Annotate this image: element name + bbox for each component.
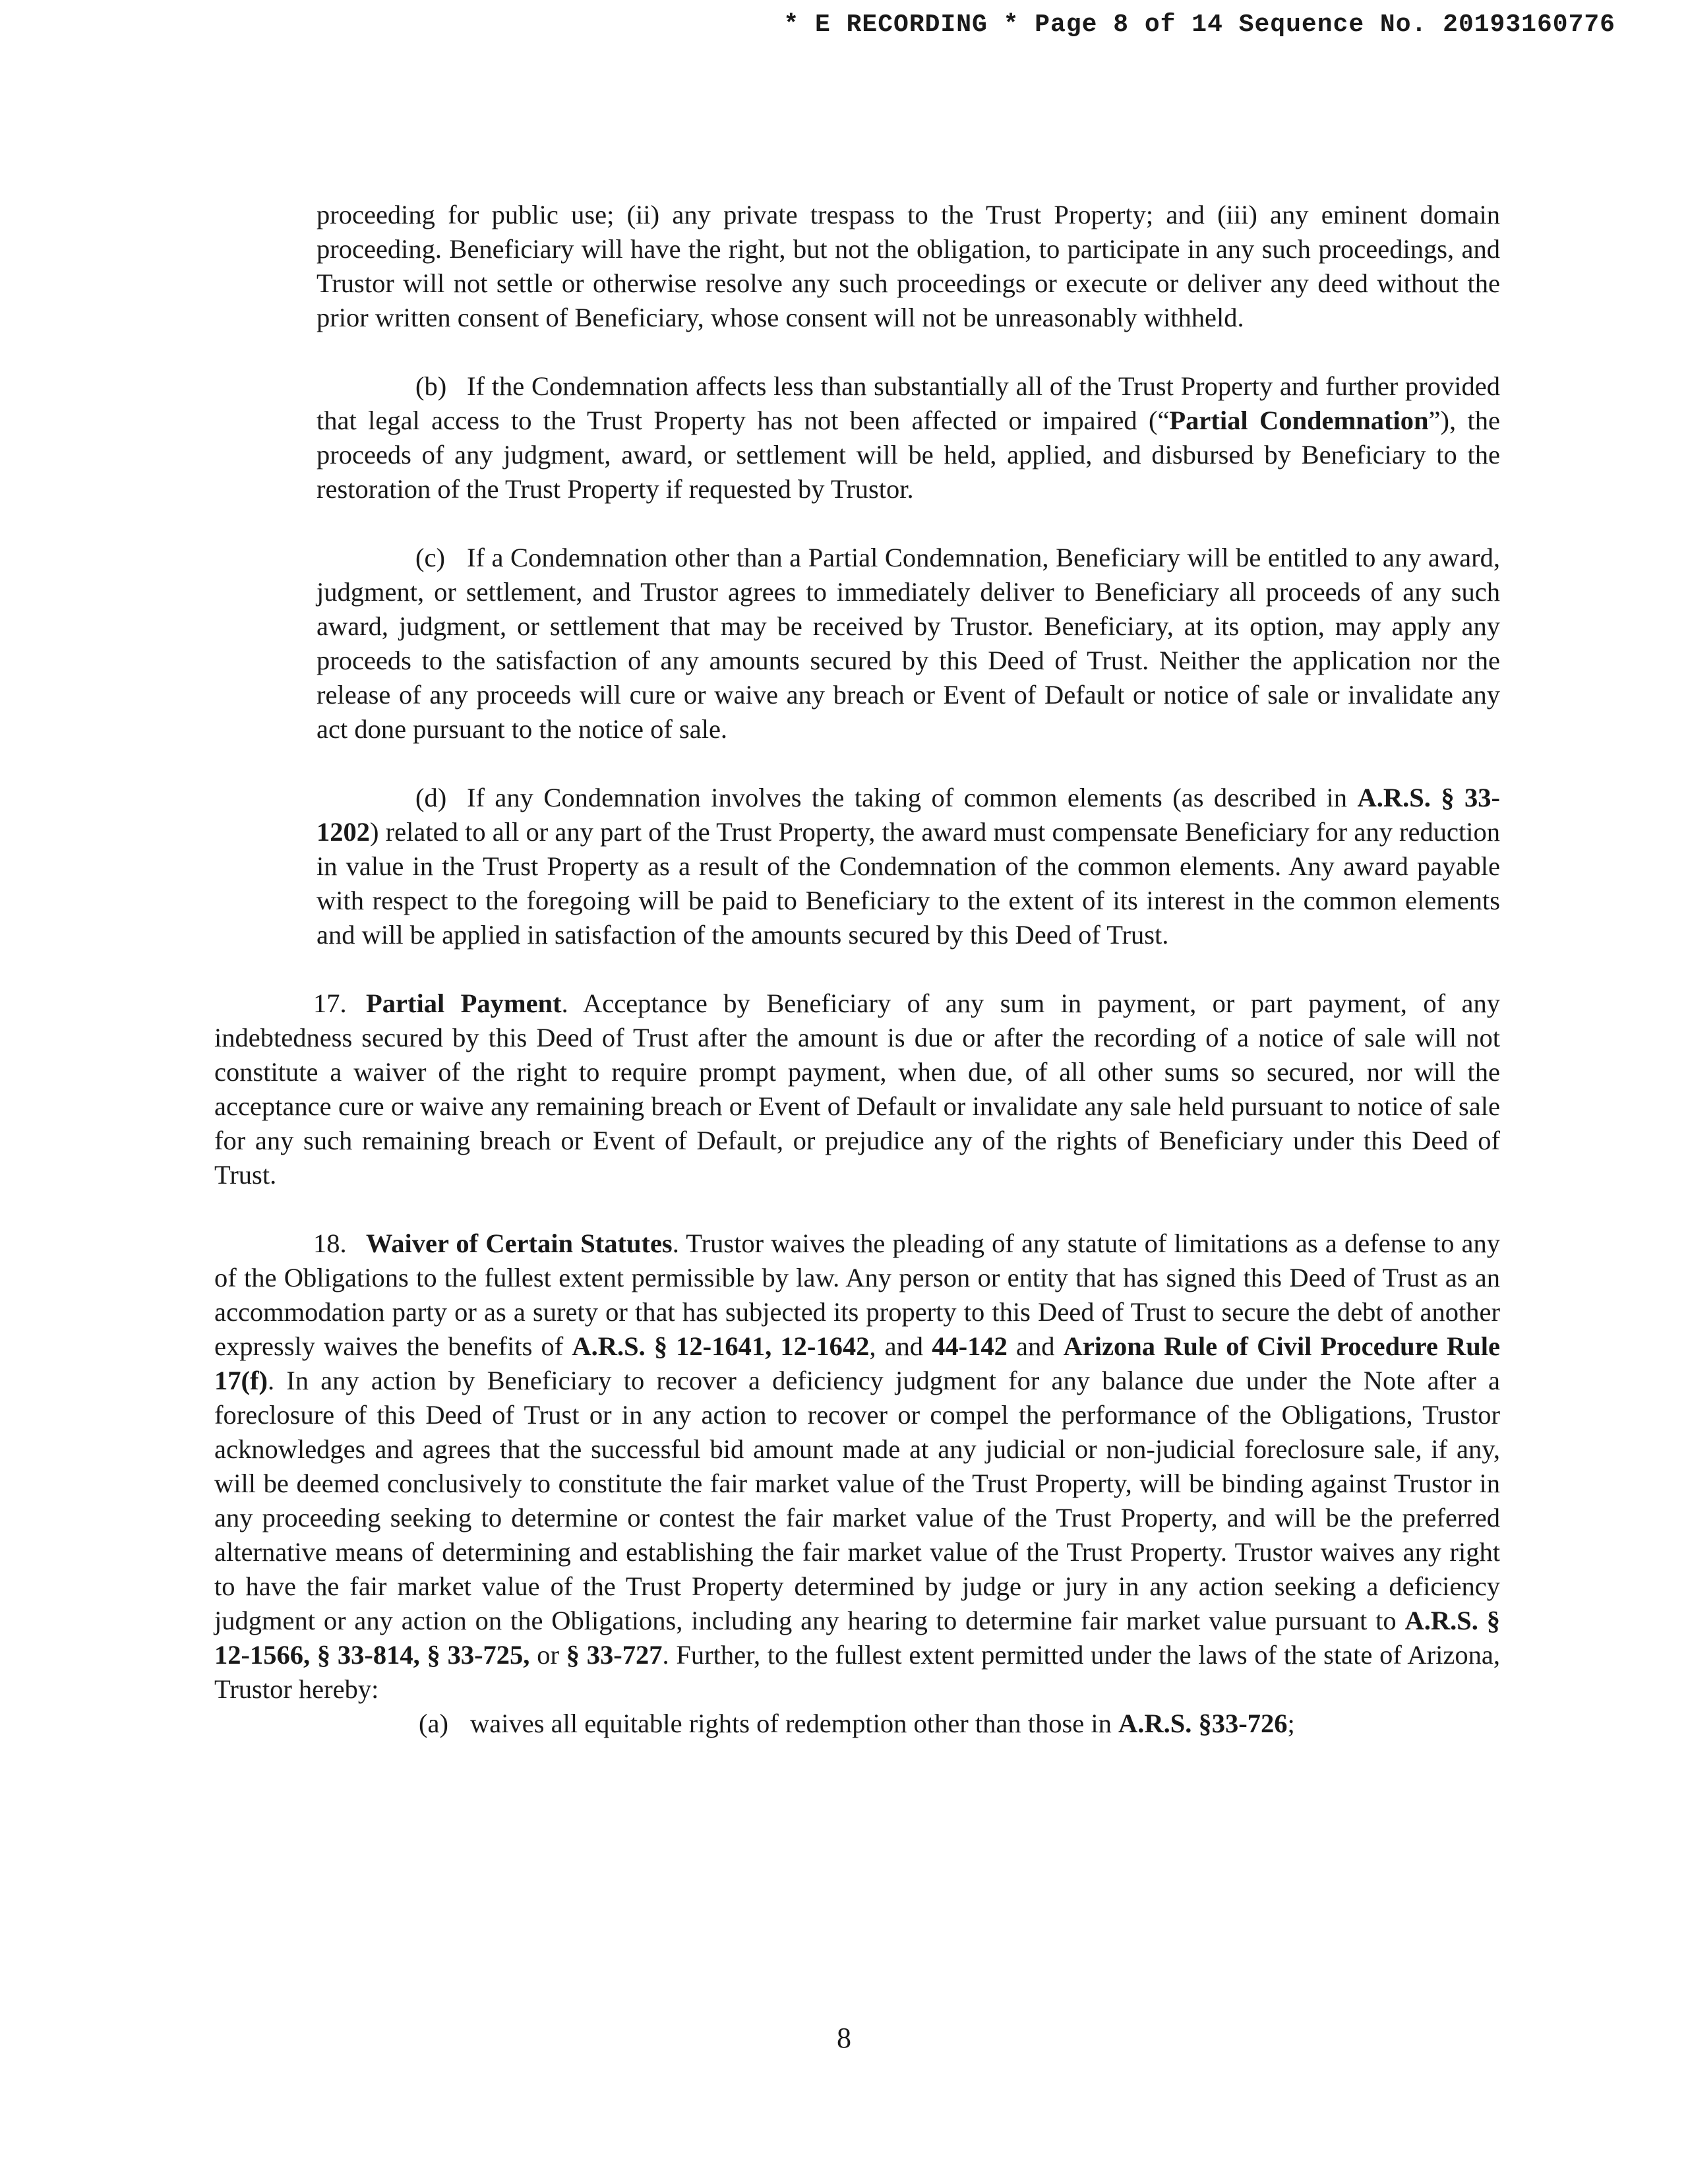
item-a-text-1: waives all equitable rights of redemption other than those in — [470, 1709, 1118, 1738]
section-17-heading: Partial Payment — [366, 988, 562, 1018]
section-18-text-2: , and — [869, 1331, 932, 1361]
section-18-text-4: . In any action by Beneficiary to recover a deficiency judgment for any balance due under the Note after a foreclosure of this Deed of Trust or in any action to recover or compel the performance of the Obligations, Trustor acknowledges and agrees that the successful bid amount made at any judicial or non-judicial foreclosure sale, if any, will be deemed conclusively to constitute the fair market value of the Trust Property, will be binding against Trustor in any proceeding seeking to determine or contest the fair market value of the Trust Property, and will be the preferred alternative means of determining and establishing the fair market value of the Trust Property. Trustor waives any right to have the fair market value of the Trust Property determined by judge or jury in any action seeking a deficiency judgment or any action on the Obligations, including any hearing to determine fair market value pursuant to — [214, 1366, 1500, 1635]
section-18-number: 18. — [313, 1228, 347, 1258]
subsection-d-statute: A.R.S. § 33-1202 — [316, 783, 1500, 847]
section-18-item-a — [419, 1707, 1500, 1741]
subsection-d-text-2: ) related to all or any part of the Trust Property, the award must compensate Beneficiary for any reduction in value in the Trust Property as a result of the Condemnation of the common elements. Any award payable with respect to the foregoing will be paid to Beneficiary to the extent of its interest in the common elements and will be applied in satisfaction of the amounts secured by this Deed of Trust. — [316, 817, 1500, 950]
section-17 — [214, 986, 1500, 1192]
page-number: 8 — [837, 2022, 851, 2054]
subsection-b-text-2: ”), the proceeds of any judgment, award, or settlement will be held, applied, and disbursed by Beneficiary to the restoration of the Trust Property if requested by Trustor. — [316, 406, 1500, 504]
section-18-statute-3: A.R.S. § 12-1566, § 33-814, § 33-725, — [214, 1606, 1500, 1670]
section-18-text-1: . Trustor waives the pleading of any statute of limitations as a defense to any of the Obligations to the fullest extent permissible by law. Any person or entity that has signed this Deed of Trust as an accommodation party or as a surety or that has subjected its property to this Deed of Trust to secure the debt of another expressly waives the benefits of — [214, 1228, 1500, 1361]
item-a-text-2: ; — [1287, 1709, 1295, 1738]
continuation-paragraph: proceeding for public use; (ii) any private trespass to the Trust Property; and (iii) any eminent domain proceeding. Beneficiary will have the right, but not the obligation, to participate in any such proceedings, and Trustor will not settle or otherwise resolve any such proceedings or execute or deliver any deed without the prior written consent of Beneficiary, whose consent will not be unreasonably withheld. — [316, 200, 1500, 332]
section-18-text-3: and — [1007, 1331, 1064, 1361]
section-18 — [214, 1227, 1500, 1707]
section-18-statute-1: A.R.S. § 12-1641, 12-1642 — [572, 1331, 870, 1361]
section-18-rule: Arizona Rule of Civil Procedure Rule 17(f) — [214, 1331, 1500, 1395]
item-a-statute: A.R.S. §33-726 — [1118, 1709, 1288, 1738]
section-17-text: . Acceptance by Beneficiary of any sum in payment, or part payment, of any indebtedness secured by this Deed of Trust after the amount is due or after the recording of a notice of sale will not constitute a waiver of the right to require prompt payment, when due, of all other sums so secured, nor will the acceptance cure or waive any remaining breach or Event of Default or invalidate any sale held pursuant to notice of sale for any such remaining breach or Event of Default, or prejudice any of the rights of Beneficiary under this Deed of Trust. — [214, 988, 1500, 1190]
subsection-c-text: If a Condemnation other than a Partial Condemnation, Beneficiary will be entitled to any award, judgment, or settlement, and Trustor agrees to immediately deliver to Beneficiary all proceeds of any such award, judgment, or settlement that may be received by Trustor. Beneficiary, at its option, may apply any proceeds to the satisfaction of any amounts secured by this Deed of Trust. Neither the application nor the release of any proceeds will cure or waive any breach or Event of Default or notice of sale or invalidate any act done pursuant to the notice of sale. — [316, 543, 1500, 744]
section-18-text-5: or — [529, 1640, 566, 1670]
subsection-b-defined-term: Partial Condemnation — [1169, 406, 1429, 435]
subsection-d-text-1: If any Condemnation involves the taking of common elements (as described in — [467, 783, 1358, 812]
subsection-b — [316, 369, 1500, 506]
document-body — [214, 198, 1500, 1741]
section-17-number: 17. — [313, 988, 347, 1018]
subsection-c — [316, 541, 1500, 746]
subsection-c-label: (c) — [415, 543, 445, 572]
subsection-b-text-1: If the Condemnation affects less than substantially all of the Trust Property and further provided that legal access to the Trust Property has not been affected or impaired (“ — [316, 371, 1500, 435]
section-18-heading: Waiver of Certain Statutes — [366, 1228, 673, 1258]
section-18-statute-4: § 33-727 — [566, 1640, 663, 1670]
subsection-d — [316, 781, 1500, 952]
item-a-label: (a) — [419, 1709, 448, 1738]
section-18-statute-2: 44-142 — [932, 1331, 1008, 1361]
subsection-b-label: (b) — [415, 371, 447, 401]
section-18-text-6: . Further, to the fullest extent permitted under the laws of the state of Arizona, Trustor hereby: — [214, 1640, 1500, 1704]
subsection-d-label: (d) — [415, 783, 447, 812]
recording-stamp: * E RECORDING * Page 8 of 14 Sequence No. 20193160776 — [783, 11, 1615, 39]
